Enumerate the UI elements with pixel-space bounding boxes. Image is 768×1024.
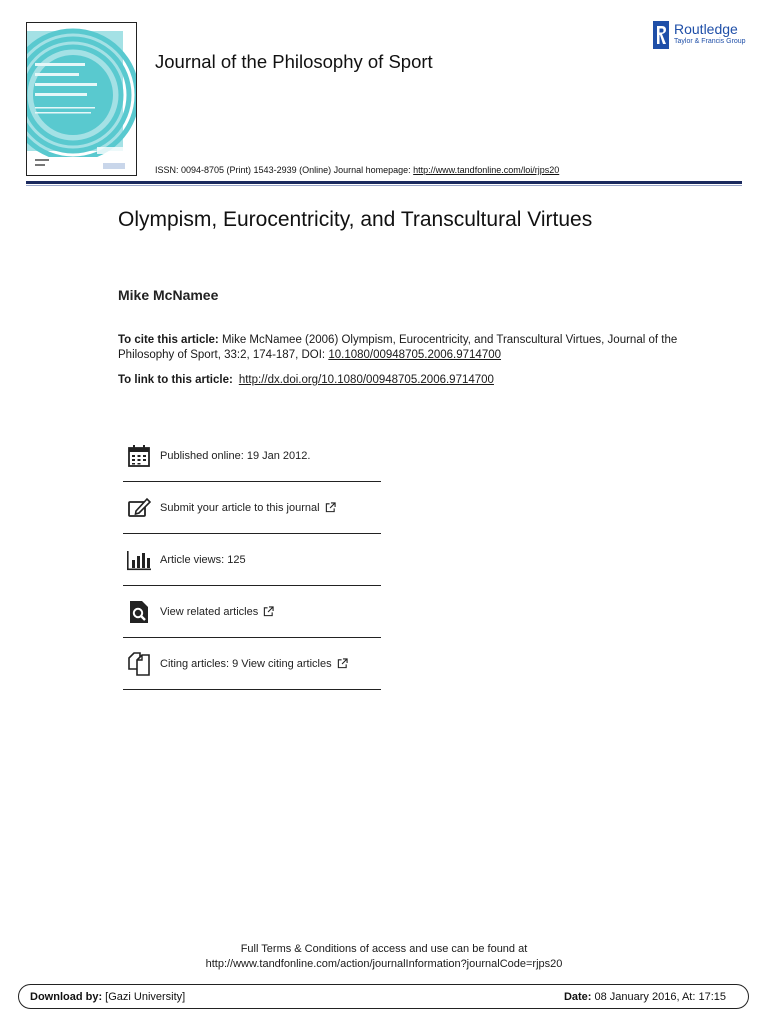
documents-icon [126, 651, 152, 677]
external-link-icon [337, 658, 348, 669]
publisher-brand: Routledge [674, 21, 738, 37]
terms-notice [0, 942, 768, 972]
terms-url[interactable]: http://www.tandfonline.com/action/journalInformation?journalCode=rjps20 [205, 958, 563, 970]
header-rule [26, 181, 742, 184]
citation-text: Mike McNamee (2006) Olympism, Eurocentricity, and Transcultural Virtues, Journal of the Philosophy of Sport, 33:2, 174-187, DOI: [118, 334, 678, 361]
submit-article-label[interactable]: Submit your article to this journal [160, 501, 320, 514]
article-views-label: Article views: 125 [160, 553, 246, 566]
journal-homepage-link[interactable]: http://www.tandfonline.com/loi/rjps20 [413, 165, 560, 175]
published-online-label: Published online: 19 Jan 2012. [160, 449, 311, 462]
download-value: [Gazi University] [102, 990, 186, 1003]
related-articles-label[interactable]: View related articles [160, 605, 259, 618]
issn-text: ISSN: 0094-8705 (Print) 1543-2939 (Online) Journal homepage: [155, 165, 414, 175]
routledge-logo-icon [653, 21, 669, 49]
edit-icon [126, 495, 152, 521]
article-title: Olympism, Eurocentricity, and Transcultural Virtues [118, 208, 593, 231]
citation-block [118, 333, 678, 363]
article-doi-url-link[interactable]: http://dx.doi.org/10.1080/00948705.2006.9714700 [238, 374, 494, 386]
external-link-icon [263, 606, 274, 617]
issn-line [155, 165, 559, 175]
citing-articles-label[interactable]: Citing articles: 9 View citing articles [160, 657, 332, 670]
article-author: Mike McNamee [118, 287, 219, 303]
bar-chart-icon [126, 547, 152, 573]
citation-doi-link[interactable]: 10.1080/00948705.2006.9714700 [328, 349, 502, 361]
submit-article-item[interactable] [123, 482, 381, 534]
citation-label: To cite this article: [118, 334, 219, 346]
citing-articles-item[interactable] [123, 638, 381, 690]
calendar-icon [126, 443, 152, 469]
header-rule-thin [26, 185, 742, 186]
article-views-item [123, 534, 381, 586]
publisher-logo [653, 21, 746, 51]
download-footer [18, 984, 749, 1009]
related-articles-item[interactable] [123, 586, 381, 638]
article-info-list [123, 430, 381, 690]
link-label: To link to this article: [118, 374, 233, 386]
journal-cover-thumbnail [26, 22, 137, 176]
date-info [564, 991, 726, 1003]
download-label: Download by: [30, 990, 103, 1003]
journal-title: Journal of the Philosophy of Sport [155, 51, 433, 72]
terms-line-1: Full Terms & Conditions of access and use can be found at [240, 943, 528, 955]
date-label: Date: [563, 990, 592, 1003]
search-document-icon [126, 599, 152, 625]
external-link-icon [325, 502, 336, 513]
publisher-group: Taylor & Francis Group [674, 38, 746, 45]
date-value: 08 January 2016, At: 17:15 [591, 990, 726, 1003]
published-online-item [123, 430, 381, 482]
article-link-block [118, 374, 494, 386]
download-info [30, 991, 185, 1003]
